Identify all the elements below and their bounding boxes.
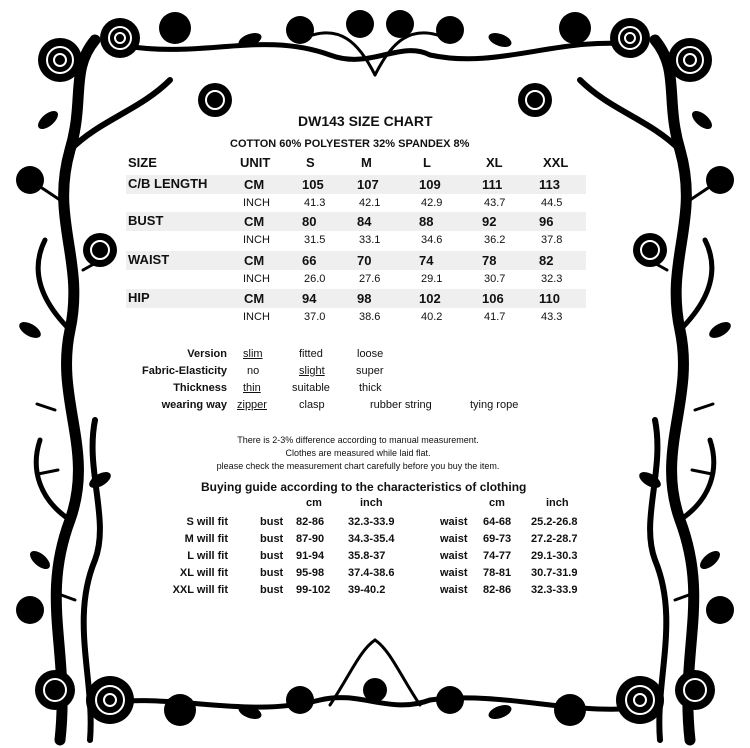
header-l: L (423, 155, 431, 170)
cm-value: 92 (482, 214, 497, 229)
attribute-label: Fabric-Elasticity (142, 365, 227, 377)
guide-fit: M will fit (184, 533, 228, 545)
cm-value: 105 (302, 177, 324, 192)
cm-value: 66 (302, 253, 317, 268)
cm-value: 110 (539, 291, 560, 306)
inch-value: 44.5 (541, 197, 563, 209)
unit-inch: INCH (243, 273, 270, 285)
inch-value: 26.0 (304, 273, 326, 285)
cm-value: 98 (357, 291, 372, 306)
cm-value: 78 (482, 253, 497, 268)
attribute-option: slim (243, 348, 263, 360)
guide-waist-label: waist (440, 550, 468, 562)
attribute-label: Thickness (173, 382, 227, 394)
attribute-option: thin (243, 382, 261, 394)
guide-fit: S will fit (186, 516, 228, 528)
header-xxl: XXL (543, 155, 569, 170)
cm-value: 106 (482, 291, 504, 306)
inch-value: 32.3 (541, 273, 563, 285)
guide-waist-label: waist (440, 533, 468, 545)
guide-unit-cm: cm (306, 497, 322, 509)
header-size: SIZE (128, 155, 157, 170)
guide-bust-label: bust (260, 550, 284, 562)
guide-waist-cm: 69-73 (483, 533, 512, 545)
row-band (126, 212, 586, 231)
note-line: There is 2-3% difference according to manual measurement. (237, 435, 479, 445)
guide-bust-cm: 87-90 (296, 533, 325, 545)
guide-bust-label: bust (260, 516, 284, 528)
guide-bust-cm: 95-98 (296, 567, 325, 579)
measure-name: HIP (128, 290, 150, 305)
chart-title: DW143 SIZE CHART (298, 113, 433, 129)
measure-name: BUST (128, 213, 164, 228)
row-band (126, 251, 586, 270)
guide-bust-cm: 99-102 (296, 584, 331, 596)
attribute-option: rubber string (370, 399, 432, 411)
inch-value: 43.3 (541, 311, 563, 323)
guide-unit-inch: inch (360, 497, 383, 509)
unit-inch: INCH (243, 311, 270, 323)
attribute-option: zipper (237, 399, 267, 411)
unit-cm: CM (244, 214, 265, 229)
attribute-option: clasp (299, 399, 325, 411)
inch-value: 42.1 (359, 197, 381, 209)
guide-bust-inch: 37.4-38.6 (348, 567, 395, 579)
inch-value: 29.1 (421, 273, 443, 285)
guide-waist-label: waist (440, 516, 468, 528)
guide-bust-label: bust (260, 567, 284, 579)
attribute-option: thick (359, 382, 382, 394)
header-unit: UNIT (240, 155, 271, 170)
guide-bust-inch: 32.3-33.9 (348, 516, 395, 528)
inch-value: 30.7 (484, 273, 506, 285)
guide-fit: XXL will fit (172, 584, 228, 596)
header-m: M (361, 155, 372, 170)
buying-guide-title: Buying guide according to the characteristics of clothing (201, 480, 527, 494)
cm-value: 70 (357, 253, 372, 268)
cm-value: 96 (539, 214, 554, 229)
guide-fit: XL will fit (179, 567, 228, 579)
guide-waist-inch: 32.3-33.9 (531, 584, 578, 596)
guide-bust-label: bust (260, 533, 284, 545)
row-band (126, 289, 586, 308)
inch-value: 36.2 (484, 234, 506, 246)
guide-waist-inch: 27.2-28.7 (531, 533, 578, 545)
inch-value: 43.7 (484, 197, 506, 209)
note-line: please check the measurement chart carefully before you buy the item. (216, 461, 500, 471)
fabric-composition: COTTON 60% POLYESTER 32% SPANDEX 8% (230, 138, 470, 150)
guide-waist-label: waist (440, 584, 468, 596)
inch-value: 41.7 (484, 311, 506, 323)
cm-value: 82 (539, 253, 554, 268)
header-xl: XL (486, 155, 503, 170)
guide-bust-cm: 91-94 (296, 550, 325, 562)
guide-unit-inch: inch (546, 497, 569, 509)
guide-waist-cm: 74-77 (483, 550, 512, 562)
guide-bust-cm: 82-86 (296, 516, 325, 528)
unit-cm: CM (244, 253, 265, 268)
inch-value: 27.6 (359, 273, 381, 285)
cm-value: 74 (419, 253, 434, 268)
inch-value: 34.6 (421, 234, 443, 246)
cm-value: 88 (419, 214, 434, 229)
attribute-option: suitable (292, 382, 330, 394)
attribute-option: super (356, 365, 384, 377)
header-s: S (306, 155, 315, 170)
guide-fit: L will fit (187, 550, 228, 562)
inch-value: 38.6 (359, 311, 381, 323)
inch-value: 41.3 (304, 197, 326, 209)
attribute-option: loose (357, 348, 384, 360)
guide-waist-cm: 64-68 (483, 516, 512, 528)
cm-value: 113 (539, 177, 560, 192)
cm-value: 80 (302, 214, 317, 229)
guide-bust-inch: 34.3-35.4 (348, 533, 395, 545)
guide-waist-cm: 82-86 (483, 584, 512, 596)
inch-value: 40.2 (421, 311, 443, 323)
attribute-label: Version (187, 348, 227, 360)
unit-inch: INCH (243, 197, 270, 209)
attribute-option: tying rope (470, 399, 519, 411)
cm-value: 111 (482, 177, 503, 192)
guide-waist-inch: 25.2-26.8 (531, 516, 578, 528)
measure-name: C/B LENGTH (128, 176, 208, 191)
inch-value: 31.5 (304, 234, 326, 246)
inch-value: 37.8 (541, 234, 563, 246)
unit-inch: INCH (243, 234, 270, 246)
cm-value: 94 (302, 291, 317, 306)
cm-value: 102 (419, 291, 441, 306)
guide-waist-cm: 78-81 (483, 567, 512, 579)
measure-name: WAIST (128, 252, 170, 267)
unit-cm: CM (244, 291, 265, 306)
unit-cm: CM (244, 177, 265, 192)
guide-bust-inch: 39-40.2 (348, 584, 386, 596)
cm-value: 109 (419, 177, 441, 192)
attribute-option: no (247, 365, 260, 377)
inch-value: 42.9 (421, 197, 443, 209)
guide-waist-label: waist (440, 567, 468, 579)
attribute-option: fitted (299, 348, 323, 360)
note-line: Clothes are measured while laid flat. (285, 448, 431, 458)
guide-waist-inch: 29.1-30.3 (531, 550, 578, 562)
cm-value: 107 (357, 177, 379, 192)
guide-unit-cm: cm (489, 497, 505, 509)
attribute-option: slight (299, 365, 325, 377)
guide-bust-label: bust (260, 584, 284, 596)
guide-waist-inch: 30.7-31.9 (531, 567, 578, 579)
inch-value: 37.0 (304, 311, 326, 323)
inch-value: 33.1 (359, 234, 381, 246)
attribute-label: wearing way (161, 399, 227, 411)
cm-value: 84 (357, 214, 372, 229)
guide-bust-inch: 35.8-37 (348, 550, 386, 562)
